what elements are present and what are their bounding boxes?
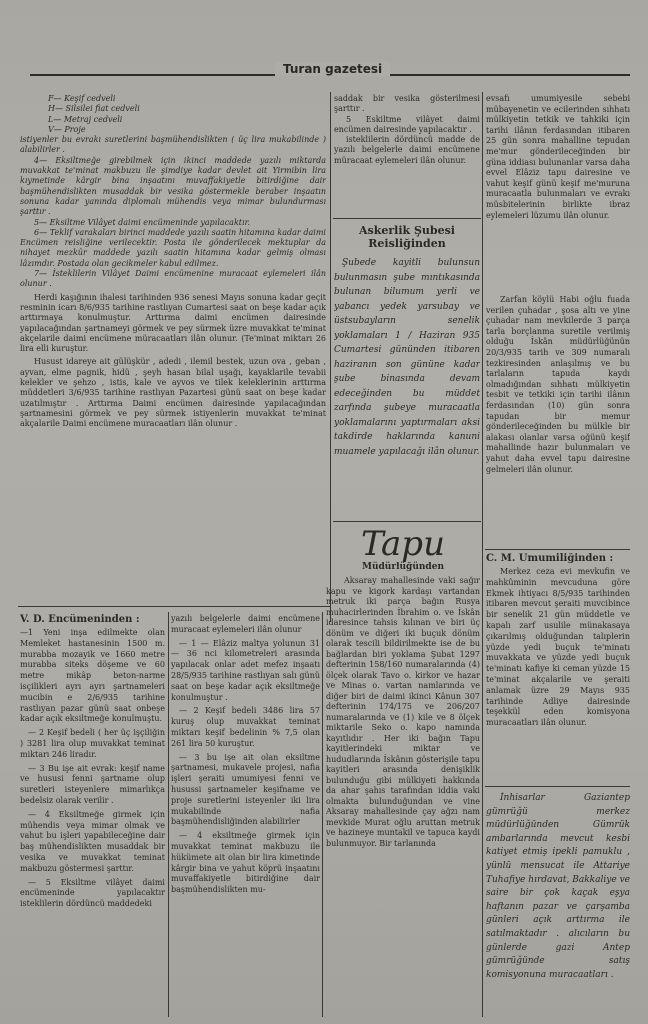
paragraph: isteklilerin dördüncü madde de yazılı belgelerle daimi encümene müracaat eylemeleri ilân olunur. xyxy=(334,135,480,165)
vd-heading: V. D. Encümeninden : xyxy=(20,614,140,625)
paragraph: Husust idareye ait gülüşkür , adedi , ilemil bestek, uzun ova , geban , ayvan, elme pagnik, hidü , şeyh hasan bilal uşağı, kayaklarile tevabii kelekler ve şehzo , istis, kale ve ayvos ve tilek keleklerinin arttırma müddetleri 3/6/935 tarihine rastlıyan Pazartesi günü saat on beşe kadar uzatılmıştır . Arttırma Daimi encümen dairesinde yapılacağından şartnamesini görmek ve pey sürmek istiyenlerin muvakkat te'minat akçalarile Daimi encümene muracaatları ilân olunur . xyxy=(20,357,326,429)
inhisarlar-notice xyxy=(486,792,630,1018)
tapu-subtitle: Müdürlüğünden xyxy=(362,562,444,572)
paragraph: Herdi kaşığının ihalesi tarihinden 936 senesi Mayıs sonuna kadar geçit resminin icarı 8/6/935 tarihine rastlıyan Cumartesi saat on beşe kadar açık arttırmaya konulmuştur. Arttırma daimi encümen dairesinde yapılacağından şartnameyi görmek ve pey sürmek üzre muvakkat te'minat akçelarile daimi encümene müracaatları ilân olunur. (Te'minat miktarı 26 lira elli kuruştur. xyxy=(20,292,326,354)
paragraph: Şubede kayitli bulunsun bulunmasın şube mıntıkasında bulunan bilumum yerli ve yabancı yedek yarsubay ve üstsubayların senelik yoklamaları 1 / Haziran 935 Cumartesi gününden itibaren haziranın son gününe kadar şube binasında devam edeceğinden bu müddet zarfında şubeye muracaatla yoklamalarını yaptırmaları aksi takdirde haklarında kanuni muamele yapılacağı ilân olunur. xyxy=(334,258,480,457)
paragraph: — 4 eksiltmeğe girmek için muvakkat teminat makbuzu ile hükümete ait olan bir lira kimetinde kârgir bina ve yahut köprü inşaatını muvaffakiyetle bitirdiğine dair başmühendislikten mu- xyxy=(171,831,320,895)
paragraph: İnhisarlar Gaziantep gümrüğü merkez müdürlüğünden Gümrük ambarlarında mevcut kesbi katiyet etmiş ipekli pamuklu , yünlü mensucat ile Attariye Tuhafiye hırdavat, Bakkaliye ve saire bir çok kaçak eşya haftanın pazar ve çarşamba günleri açık arttırma ile satılmaktadır . alıcıların bu günlerde gazi Antep gümrüğünde satış komisyonuna muracaatları . xyxy=(486,793,630,980)
paragraph: Aksaray mahallesinde vaki sağır kapu ve kigork kardaşı vartandan metruk iki parça bağın Rusya muhacirlerinden İbrahim o. ve İskân idaresince tahsis kılınan ve biri üç dönüm ve diğeri iki buçuk dönüm olarak tescili bildirilmekte ise de bu bağlardan biri yoklama Şubat 1297 defterinin 158/160 numaralarında (4) ölçek olarak Tavo o. kirkor ve hazar ve Minas o. vartan namlarında ve diğer biri de daimi ikinci Kânun 307 defterinin 174/175 ve 206/207 numaralarında ve (1) kile ve 8 ölçek miktarile Seko o. kapo namında kayıtlıdır . Her iki bağın Tapu kayitlerindeki miktar ve hududlarında İskânın gösterişile tapu kayitleri arasında denişiklik bulunduğu gibi mülkiyeti hakkında da ahar şahıs tarafından iddia vaki olmakta bulunduğundan ve vine Aksaray mahallesinde çay ağzı nam mevkide Murat oğlu aruttan metruk ve hazineye muntakil ve tapuca kaydi bulunmuyor. Bir tarlanında xyxy=(326,576,480,848)
paragraph: 6— Teklif varakaları birinci maddede yazılı saatin hitamına kadar daimi Encümen reisliğine verilecektir. Posta ile gönderilecek mektuplar da nihayet mezkûr maddede yazılı saatin hitamına kadar gelmiş olması lâzımdır. Postada olan gecikmeler kabul edilmez. xyxy=(20,227,326,268)
masthead xyxy=(30,62,630,78)
askerlik-notice xyxy=(334,224,480,519)
newspaper-title: Turan gazetesi xyxy=(275,62,390,76)
divider-lower-left xyxy=(168,612,169,1017)
paragraph: — 3 Bu işe ait evrak: keşif name ve hususi fenni şartname olup suretleri isteyenlere mimarlıkça bedelsiz olarak verilir . xyxy=(20,763,165,805)
col1-top xyxy=(20,94,326,604)
paragraph: 4— Eksiltmeğe girebilmek için ikinci maddede yazılı miktarda muvakkat te'minat makbuzu ile şimdiye kadar devlet ait Yirmibin lira kıymetinde kârgir bina inşaatını muvaffakiyetle bitirdiğine dair başmühendislikten musaddak bir vesika göstermekle beraber inşaatın sonuna kadar yanında diplomalı mühendis veya mimar bulundurması şarttır . xyxy=(20,155,326,217)
list-item: L— Metraj cedveli xyxy=(48,114,123,124)
col-mid-notice xyxy=(171,614,320,1018)
rule-cm-top xyxy=(485,549,630,550)
rule-left-lower xyxy=(18,606,330,607)
cm-heading: C. M. Umumiliğinden : xyxy=(486,553,614,564)
tapu-title: Tapu xyxy=(361,526,445,564)
divider-col2-col3 xyxy=(482,92,483,1017)
paragraph: — 5 Eksiltme vilâyet daimi encümeninde yapılacaktır isteklilerin dördüncü maddedeki xyxy=(20,877,165,909)
rule-cm-bottom xyxy=(485,786,630,787)
rule-askerlik-bottom xyxy=(333,521,481,522)
divider-lower-mid xyxy=(322,612,323,1017)
paragraph: 5 Eskiltme vilâyet daimi encümen dairesinde yapılacaktır . xyxy=(334,114,480,134)
paragraph: Merkez ceza evi mevkufin ve mahkûminin mevcuduna göre Ekmek ihtiyacı 8/5/935 tarihinden itibaren mevcut şeraiti muvcibince bir senelik 21 gün müddetle ve kapalı zarf usulile münakasaya çıkarılmış olduğundan talıplerin yüzde yedi buçuk te'minatı muvakkata ve yüzde yedi buçuk te'minatı kafiye ki ceman yüzde 15 te'minat akçalarile ve şeraiti anlamak üzre 29 Mayıs 935 tarihinde Adliye dairesinde teşekkül eden komisyona muracaatları ilân olunur. xyxy=(486,567,630,728)
col3-top xyxy=(486,94,630,294)
paragraph: —1 Yeni inşa edilmekte olan Memleket hastanesinin 1500 m. murabba mozayik ve 1660 metre murabba siteks döşeme ve 60 metre mikâp beton-narme isçilikleri ayrı ayrı şartnameleri mucibin e 2/6/935 tarihine rastlıyan pazar günü saat onbeşe kadar açık eksiltmeğe konulmuştu. xyxy=(20,628,165,724)
list-item: V— Proje xyxy=(48,124,86,134)
paragraph: — 4 Eksiltmeğe girmek için mühendis veya mimar olmak ve vahut bu işleri yapabileceğine dair baş mühendislikten musaddak bir vesika ve muvakkat teminat makbuzu göstermesi şarttır. xyxy=(20,809,165,873)
paragraph: Zarfan köylü Habi oğlu fuada verilen çuhadar , şosa altı ve yine çuhadar nam mevkilerde 3 parça tarla borçlanma suretile verilmiş olduğu İskân müdürlüğünün 20/3/935 tarih ve 309 numaralı tezkiresinden anlaşılmış ve bu tarlaların tapuda kaydı olmadığından sıhhatı mülkiyetin tesbit ve tetkiki için tarihi ilânın ferdasından (10) gün sonra tapudan bir memur gönderileceğinden bu mülkle bir alakası olanlar varsa oğünü keşif mahallinde hazır bulunmaları ve yahut daha evvel tapu dairesine gelmeleri ilân olunur. xyxy=(486,295,630,474)
paragraph: istiyenler bu evrakı suretlerini başmühendislikten ( üç lira mukabilinde ) alabilirler . xyxy=(20,135,326,155)
list-item: H— Silsilei fiat cedveli xyxy=(48,104,140,114)
vd-notice xyxy=(20,614,165,1018)
col2-top xyxy=(334,94,480,216)
cm-notice xyxy=(486,553,630,785)
zarfan-notice xyxy=(486,295,630,547)
paragraph: — 2 Keşif bedeli ( her üç işçiliğin ) 3281 lira olup muvakkat teminat miktarı 246 liradır. xyxy=(20,728,165,759)
paragraph: saddak bir vesika gösterilmesi şarttır . xyxy=(334,94,480,114)
list-item: F— Keşif cedveli xyxy=(48,94,116,103)
tapu-notice xyxy=(326,526,480,1016)
paragraph: evsafı umumiyesile sebebi mübayenetin ve ecilerinden sıhhatı mülkiyetin tetkik ve tahkiki için tarihi ilânın ferdasından itibaren 25 gün sonra mahalline tepudan me'mur gönderileceğinden bir güna iddiası bulunanlar varsa daha evvel Elâziz tapu dairesine ve vahut keşif günü keşif me'muruna muracaatla bulunmaları ve evrakı müsbitelerinin birlikte ibraz eylemeleri lüzumu ilân olunur. xyxy=(486,94,630,220)
paragraph: — 3 bu işe ait olan eksiltme şartnamesi, mukavele projesi, nafia işleri şeraiti umumiyesi fenni ve husussi şartnameler keşifname ve proje suretlerini isteyenler iki lira mukabilinde nafia başmühendisliğinden alabilirler xyxy=(171,752,320,827)
paragraph: — 2 Keşif bedeli 3486 lira 57 kuruş olup muvakkat teminat miktarı keşif bedelinin % 7,5 olan 261 lira 50 kuruştur. xyxy=(171,706,320,748)
paragraph: yazılı belgelerle daimi encümene muracaat eylemeleri ilân olunur xyxy=(171,614,320,634)
askerlik-heading: Askerlik Şubesi Reisliğinden xyxy=(359,224,455,250)
paragraph: 5— Eksiltme Vilâyet daimi encümeninde yapılacaktır. xyxy=(34,217,251,227)
rule-askerlik-top xyxy=(333,218,481,219)
paragraph: 7— İsteklilerin Vilâyet Daimi encümenine muracaat eylemeleri ilân olunur . xyxy=(20,269,326,289)
paragraph: — 1 — Elâziz maltya yolunun 31 — 36 nci kilometreleri arasında yapılacak onlar adet mefez inşaatı 28/5/935 tarihine rastlıyan salı günü saat on beşe kadar açık eksiltmeğe konulmuştur . xyxy=(171,638,320,702)
